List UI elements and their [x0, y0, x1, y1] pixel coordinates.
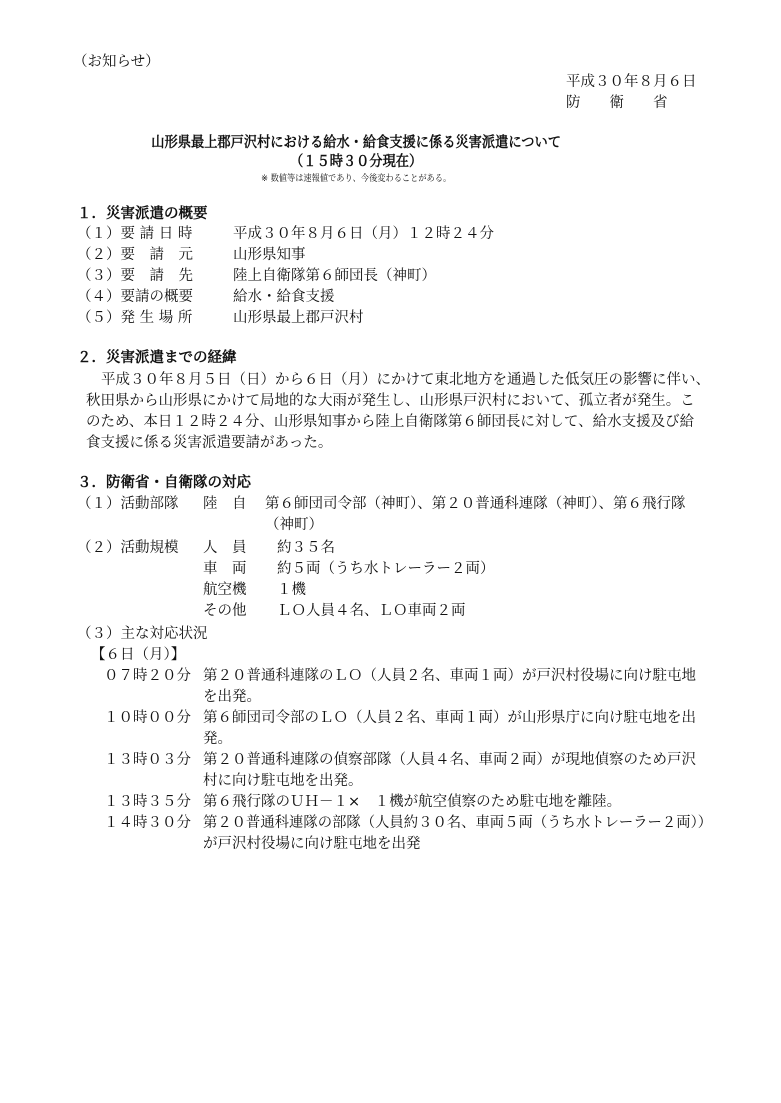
event-time: ０７時２０分: [104, 668, 191, 684]
scale-item-value: 約３５名: [277, 540, 335, 556]
event-time: １４時３０分: [104, 815, 191, 831]
event-text: 第２０普通科連隊の偵察部隊（人員４名、車両２両）が現地偵察のため戸沢: [203, 752, 696, 768]
section2-heading: ２．災害派遣までの経緯: [77, 350, 237, 366]
event-text: 第６師団司令部のＬＯ（人員２名、車両１両）が山形県庁に向け駐屯地を出: [203, 710, 696, 726]
section1-item-label: （２）要 請 元: [77, 247, 193, 263]
doc-subtitle: （１５時３０分現在）: [290, 154, 423, 170]
scale-label: （２）活動規模: [77, 540, 179, 556]
event-text: 第２０普通科連隊のＬＯ（人員２名、車両１両）が戸沢村役場に向け駐屯地: [203, 668, 696, 684]
event-text: 第６飛行隊のＵＨ－１× １機が航空偵察のため駐屯地を離陸。: [203, 794, 622, 810]
event-text: を出発。: [203, 689, 261, 705]
event-time: １３時０３分: [104, 752, 191, 768]
scale-item-value: 約５両（うち水トレーラー２両）: [277, 561, 495, 577]
doc-title: 山形県最上郡戸沢村における給水・給食支援に係る災害派遣について: [151, 135, 561, 151]
note-text: ※ 数値等は速報値であり、今後変わることがある。: [261, 174, 452, 184]
event-text: 発。: [203, 731, 232, 747]
section1-item-value: 山形県知事: [233, 247, 306, 263]
section1-item-label: （３）要 請 先: [77, 268, 193, 284]
scale-item-value: １機: [277, 582, 306, 598]
scale-item-label: その他: [203, 603, 247, 619]
body-line: 秋田県から山形県にかけて局地的な大雨が発生し、山形県戸沢村において、孤立者が発生。こ: [86, 393, 695, 409]
notice-label: （お知らせ）: [73, 54, 160, 70]
unit-line: 第６師団司令部（神町）、第２０普通科連隊（神町）、第６飛行隊: [265, 496, 686, 512]
section1-item-value: 山形県最上郡戸沢村: [233, 310, 364, 326]
day-label: 【６日（月）】: [91, 647, 186, 663]
section1-item-value: 給水・給食支援: [233, 289, 335, 305]
section1-item-value: 陸上自衛隊第６師団長（神町）: [233, 268, 436, 284]
section1-item-label: （１）要 請 日 時: [77, 226, 193, 242]
event-text: が戸沢村役場に向け駐屯地を出発: [203, 836, 421, 852]
unit-line: （神町）: [265, 517, 323, 533]
scale-item-label: 車 両: [203, 561, 247, 577]
issue-date: 平成３０年８月６日: [566, 74, 697, 90]
section1-item-label: （４）要請の概要: [77, 289, 193, 305]
issuer: 防 衛 省: [566, 95, 668, 111]
section3-heading: ３．防衛省・自衛隊の対応: [77, 475, 251, 491]
scale-item-label: 人 員: [203, 540, 247, 556]
event-text: 第２０普通科連隊の部隊（人員約３０名、車両５両（うち水トレーラー２両））: [203, 815, 713, 831]
unit-branch: 陸 自: [203, 496, 247, 512]
scale-item-label: 航空機: [203, 582, 247, 598]
section1-heading: １．災害派遣の概要: [77, 206, 208, 222]
scale-item-value: ＬＯ人員４名、ＬＯ車両２両: [277, 603, 466, 619]
section1-item-value: 平成３０年８月６日（月）１２時２４分: [233, 226, 494, 242]
body-line: 平成３０年８月５日（日）から６日（月）にかけて東北地方を通過した低気圧の影響に伴い、: [101, 372, 710, 388]
event-time: １０時００分: [104, 710, 191, 726]
event-time: １３時３５分: [104, 794, 191, 810]
unit-label: （１）活動部隊: [77, 496, 179, 512]
status-label: （３）主な対応状況: [77, 626, 208, 642]
body-line: 食支援に係る災害派遣要請があった。: [86, 435, 333, 451]
section1-item-label: （５）発 生 場 所: [77, 310, 193, 326]
event-text: 村に向け駐屯地を出発。: [203, 773, 363, 789]
body-line: のため、本日１２時２４分、山形県知事から陸上自衛隊第６師団長に対して、給水支援及び給: [86, 414, 695, 430]
